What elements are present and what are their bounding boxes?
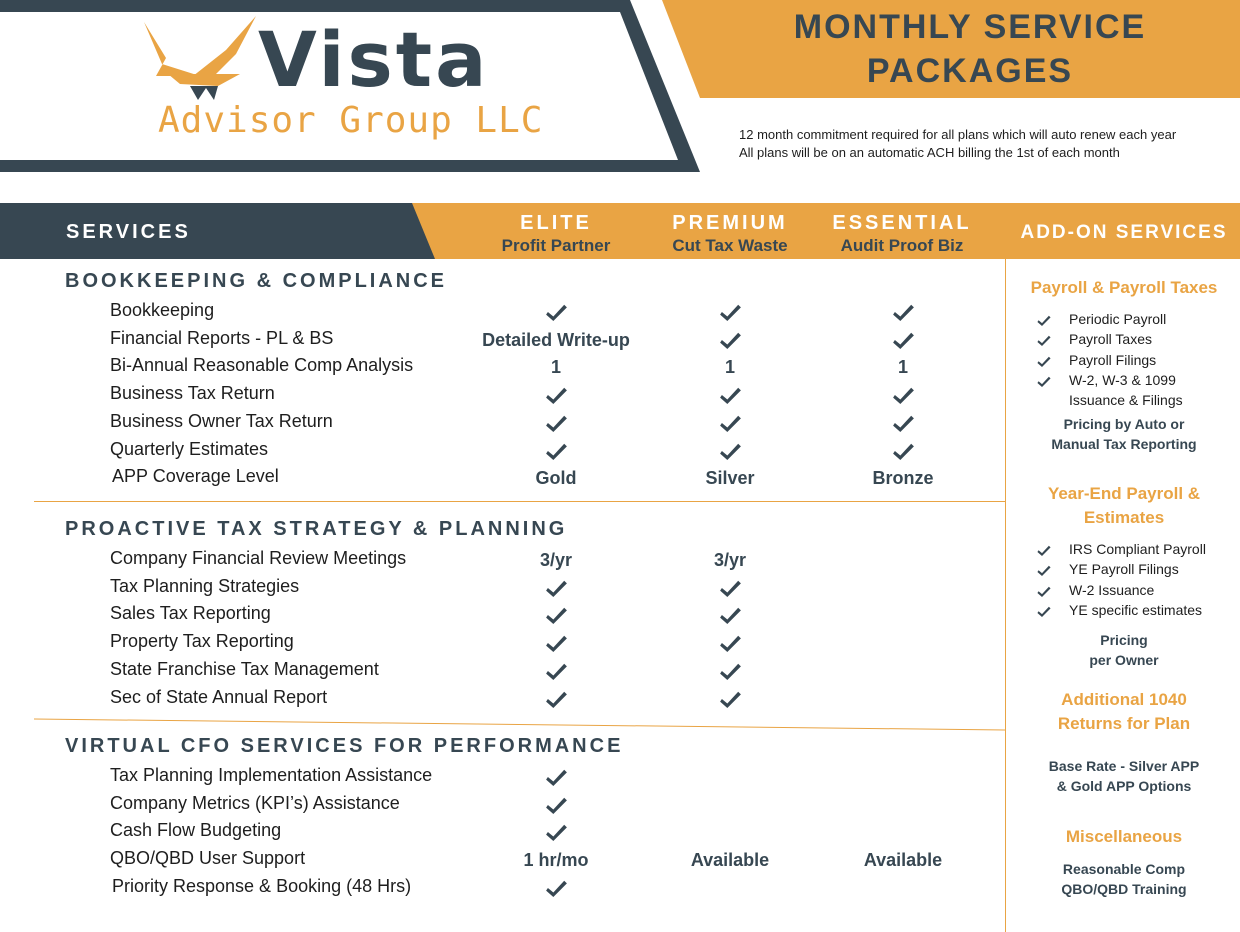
check-icon xyxy=(545,578,568,597)
check-icon xyxy=(545,689,568,708)
check-cell xyxy=(456,441,656,460)
check-icon xyxy=(1037,355,1051,367)
value-cell: 1 xyxy=(550,357,561,378)
check-icon xyxy=(1037,334,1051,346)
check-cell xyxy=(456,302,656,321)
check-icon xyxy=(545,302,568,321)
check-icon xyxy=(892,441,915,460)
section-title: VIRTUAL CFO SERVICES FOR PERFORMANCE xyxy=(65,735,624,757)
addon-item: Issuance & Filings xyxy=(1069,392,1183,409)
services-column-header: SERVICES xyxy=(66,221,191,243)
check-icon xyxy=(545,795,568,814)
value-cell: 3/yr xyxy=(539,550,573,570)
check-icon xyxy=(719,578,742,597)
addon-pricing-note: Pricing xyxy=(1100,632,1148,648)
value-cell: 1 xyxy=(724,357,735,378)
section-title: BOOKKEEPING & COMPLIANCE xyxy=(65,270,448,292)
check-icon xyxy=(545,633,568,652)
service-row-label: Sales Tax Reporting xyxy=(110,603,271,624)
sidebar-check xyxy=(1037,543,1051,561)
check-cell xyxy=(630,633,830,652)
addon-title: Returns for Plan xyxy=(1057,714,1191,733)
value-cell: 3/yr xyxy=(713,550,747,570)
addon-pricing-note: Manual Tax Reporting xyxy=(1051,435,1197,452)
addon-item: Payroll Filings xyxy=(1069,351,1157,368)
check-icon xyxy=(1037,605,1051,617)
check-cell xyxy=(630,441,830,460)
brand-subtitle: Advisor Group LLC xyxy=(158,100,544,141)
check-icon xyxy=(545,413,568,432)
service-row-label: Company Financial Review Meetings xyxy=(110,548,407,568)
value-cell: Available xyxy=(690,850,770,871)
check-cell xyxy=(803,385,1003,404)
check-icon xyxy=(1037,314,1051,326)
check-icon xyxy=(719,605,742,624)
section-divider xyxy=(34,501,1005,502)
check-cell xyxy=(630,385,830,404)
addon-item: Periodic Payroll xyxy=(1069,311,1167,327)
check-cell xyxy=(456,661,656,680)
check-cell xyxy=(630,330,830,349)
sidebar-check xyxy=(1037,604,1051,622)
service-row-label: APP Coverage Level xyxy=(112,466,279,487)
addon-item: Payroll Taxes xyxy=(1069,331,1153,348)
check-icon xyxy=(719,633,742,652)
service-row-label: Cash Flow Budgeting xyxy=(110,820,282,841)
service-row-label: Financial Reports - PL & BS xyxy=(110,327,334,348)
check-icon xyxy=(719,330,742,349)
service-row-label: State Franchise Tax Management xyxy=(110,658,379,679)
check-icon xyxy=(892,302,915,321)
plan-name: ESSENTIAL xyxy=(832,212,972,234)
addon-item: IRS Compliant Payroll xyxy=(1069,541,1206,557)
check-cell xyxy=(630,689,830,708)
check-cell xyxy=(456,795,656,814)
section-title: PROACTIVE TAX STRATEGY & PLANNING xyxy=(65,518,568,540)
service-row-label: Business Owner Tax Return xyxy=(110,410,333,431)
addon-title: Payroll & Payroll Taxes xyxy=(1030,278,1218,297)
addon-title: Estimates xyxy=(1083,508,1165,527)
addon-item: YE Payroll Filings xyxy=(1069,561,1179,578)
sidebar-check xyxy=(1037,374,1051,392)
commitment-note: 12 month commitment required for all plans which will auto renew each year xyxy=(739,127,1177,142)
sidebar-check xyxy=(1037,333,1051,351)
service-row-label: Sec of State Annual Report xyxy=(110,686,328,707)
plan-header-premium xyxy=(630,213,830,254)
service-row-label: Property Tax Reporting xyxy=(110,631,294,652)
plan-tagline: Audit Proof Biz xyxy=(840,236,964,255)
check-icon xyxy=(1037,544,1051,556)
billing-note: All plans will be on an automatic ACH billing the 1st of each month xyxy=(739,145,1120,160)
value-cell: Gold xyxy=(535,468,577,489)
check-icon xyxy=(545,441,568,460)
service-row-label: Tax Planning Strategies xyxy=(110,575,300,596)
service-row-label: Company Metrics (KPI’s) Assistance xyxy=(110,792,400,813)
check-icon xyxy=(719,302,742,321)
value-cell: Available xyxy=(863,850,943,871)
check-cell xyxy=(456,822,656,841)
eagle-logo-icon xyxy=(140,14,260,102)
plan-name: ELITE xyxy=(520,212,592,234)
plan-header-essential xyxy=(802,213,1002,254)
check-cell xyxy=(803,441,1003,460)
service-row-label: Tax Planning Implementation Assistance xyxy=(110,765,433,785)
sidebar-check xyxy=(1037,354,1051,372)
check-icon xyxy=(545,767,568,786)
check-cell xyxy=(630,302,830,321)
check-icon xyxy=(545,661,568,680)
sidebar-check xyxy=(1037,584,1051,602)
addon-title: Year-End Payroll & xyxy=(1047,484,1201,503)
section-divider xyxy=(0,715,1010,735)
check-icon xyxy=(892,330,915,349)
check-cell xyxy=(630,413,830,432)
addon-title: Miscellaneous xyxy=(1065,827,1183,846)
service-row-label: QBO/QBD User Support xyxy=(110,848,306,869)
check-icon xyxy=(1037,564,1051,576)
check-icon xyxy=(545,878,568,897)
addon-pricing-note: & Gold APP Options xyxy=(1056,777,1192,794)
sidebar-check xyxy=(1037,563,1051,581)
check-cell xyxy=(630,605,830,624)
check-cell xyxy=(803,413,1003,432)
check-icon xyxy=(545,605,568,624)
check-icon xyxy=(719,413,742,432)
check-icon xyxy=(892,413,915,432)
check-icon xyxy=(1037,585,1051,597)
page-title-line1: MONTHLY SERVICE xyxy=(793,8,1147,46)
check-cell xyxy=(456,385,656,404)
addon-item: W-2, W-3 & 1099 xyxy=(1069,371,1176,388)
value-cell: Silver xyxy=(705,468,755,489)
sidebar-check xyxy=(1037,313,1051,331)
check-icon xyxy=(1037,375,1051,387)
plan-tagline: Cut Tax Waste xyxy=(672,236,788,255)
check-icon xyxy=(892,385,915,404)
value-cell: Bronze xyxy=(872,468,934,489)
check-icon xyxy=(719,689,742,708)
check-icon xyxy=(719,441,742,460)
page-title-line2: PACKAGES xyxy=(866,52,1074,90)
check-cell xyxy=(630,661,830,680)
check-cell xyxy=(456,633,656,652)
plan-header-elite xyxy=(456,213,656,254)
check-cell xyxy=(456,878,656,897)
brand-name: Vista xyxy=(258,15,490,104)
check-cell xyxy=(630,578,830,597)
addon-pricing-note: Base Rate - Silver APP xyxy=(1048,758,1200,774)
addon-pricing-note: per Owner xyxy=(1089,651,1159,668)
addon-title: Additional 1040 xyxy=(1061,690,1187,709)
addon-item: W-2 Issuance xyxy=(1069,581,1155,598)
addon-pricing-note: Pricing by Auto or xyxy=(1063,416,1185,432)
service-row-label: Bookkeeping xyxy=(110,300,215,320)
check-cell xyxy=(456,767,656,786)
addon-pricing-note: QBO/QBD Training xyxy=(1061,880,1187,897)
check-icon xyxy=(545,385,568,404)
check-icon xyxy=(545,822,568,841)
addon-pricing-note: Reasonable Comp xyxy=(1062,861,1186,877)
check-cell xyxy=(456,413,656,432)
value-cell: 1 hr/mo xyxy=(523,850,589,871)
check-cell xyxy=(456,689,656,708)
value-cell: 1 xyxy=(897,357,908,378)
addon-column-header: ADD-ON SERVICES xyxy=(1020,222,1228,243)
check-icon xyxy=(719,661,742,680)
check-cell xyxy=(803,302,1003,321)
plan-tagline: Profit Partner xyxy=(501,236,611,255)
value-cell: Detailed Write-up xyxy=(482,329,630,350)
plan-name: PREMIUM xyxy=(672,212,788,234)
addon-item: YE specific estimates xyxy=(1069,601,1203,618)
check-cell xyxy=(803,330,1003,349)
service-row-label: Business Tax Return xyxy=(110,383,275,404)
check-cell xyxy=(456,605,656,624)
service-row-label: Quarterly Estimates xyxy=(110,438,269,459)
service-row-label: Bi-Annual Reasonable Comp Analysis xyxy=(110,355,414,376)
check-cell xyxy=(456,578,656,597)
sidebar-divider xyxy=(1005,259,1006,932)
service-row-label: Priority Response & Booking (48 Hrs) xyxy=(112,875,412,896)
check-icon xyxy=(719,385,742,404)
